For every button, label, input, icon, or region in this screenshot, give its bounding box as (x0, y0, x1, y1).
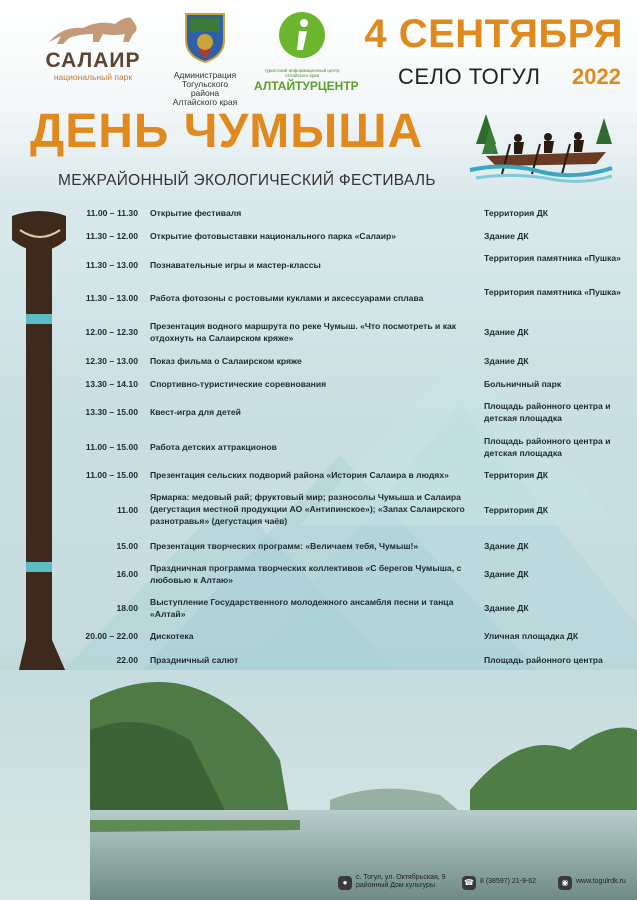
web-icon: ◉ (558, 876, 572, 890)
event-village: СЕЛО ТОГУЛ (398, 64, 541, 89)
row-event: Спортивно-туристические соревнования (150, 379, 327, 389)
row-time: 13.30 – 15.00 (85, 407, 138, 417)
row-event: Презентация творческих программ: «Величаем тебя, Чумыш!» (150, 541, 419, 551)
row-time: 12.00 – 12.30 (85, 327, 138, 337)
row-place: Площадь районного центра (484, 655, 603, 665)
row-time: 18.00 (116, 603, 138, 613)
row-event: Праздничная программа творческих коллективов «С берегов Чумыша, с любовью к Алтаю» (150, 563, 462, 585)
row-place: Территория ДК (484, 470, 549, 480)
row-time: 11.00 – 15.00 (85, 470, 138, 480)
row-event: Квест-игра для детей (150, 407, 241, 417)
row-place: Территория памятника «Пушка» (484, 287, 621, 297)
administration-logo (168, 10, 242, 107)
footer-site[interactable]: www.togulrdk.ru (576, 878, 626, 885)
row-place: Здание ДК (484, 231, 529, 241)
salair-lynx-icon (43, 12, 143, 48)
row-event: Презентация водного маршрута по реке Чумыш. «Что посмотреть и как отдохнуть на Салаирском кряже» (150, 321, 457, 343)
tour-center-caption: туристский информационный центр Алтайского края (264, 68, 340, 78)
festival-title: ДЕНЬ ЧУМЫША (30, 105, 424, 158)
phone-icon: ☎ (462, 876, 476, 890)
row-event: Открытие фестиваля (150, 208, 242, 218)
row-place: Площадь районного центра и детская площадка (484, 401, 611, 423)
header (0, 0, 637, 195)
admin-line-3: Алтайского края (172, 97, 238, 107)
row-event: Работа детских аттракционов (150, 442, 277, 452)
row-event: Работа фотозоны с ростовыми куклами и аксессуарами сплава (150, 293, 424, 303)
row-place: Больничный парк (484, 379, 562, 389)
salair-title: САЛАИР (45, 49, 141, 72)
event-date: 4 СЕНТЯБРЯ (364, 12, 623, 56)
row-time: 22.00 (116, 655, 138, 665)
row-time: 13.30 – 14.10 (85, 379, 138, 389)
coat-of-arms-icon (182, 10, 228, 64)
row-place: Уличная площадка ДК (484, 631, 579, 641)
event-year: 2022 (572, 64, 621, 89)
row-time: 20.00 – 22.00 (85, 631, 138, 641)
river-landscape (0, 670, 637, 900)
row-time: 12.30 – 13.00 (85, 356, 138, 366)
row-event: Открытие фотовыставки национального парка «Салаир» (150, 231, 397, 241)
row-event: Дискотека (150, 631, 194, 641)
row-event: Показ фильма о Салаирском кряже (150, 356, 302, 366)
row-time: 11.00 – 11.30 (86, 208, 138, 218)
row-event: Познавательные игры и мастер-классы (150, 260, 321, 270)
row-time: 11.30 – 13.00 (85, 260, 138, 270)
row-place: Здание ДК (484, 541, 529, 551)
row-place: Здание ДК (484, 603, 529, 613)
row-event: Ярмарка: медовый рай; фруктовый мир; разносолы Чумыша и Салаира (дегустация местной продукции АО «Антипинское»); «Запах Салаирского разнотравья» (дегустация чаёв) (150, 492, 465, 526)
row-time: 16.00 (116, 569, 138, 579)
row-time: 11.30 – 12.00 (85, 231, 138, 241)
festival-subtitle: МЕЖРАЙОННЫЙ ЭКОЛОГИЧЕСКИЙ ФЕСТИВАЛЬ (58, 172, 436, 189)
administration-text (168, 71, 242, 107)
row-event: Праздничный салют (150, 655, 239, 665)
row-place: Территория ДК (484, 505, 549, 515)
admin-line-2: Тогульского района (181, 79, 229, 98)
row-place: Территория ДК (484, 208, 549, 218)
row-place: Площадь районного центра и детская площадка (484, 436, 611, 458)
tour-center-name: АЛТАЙТУРЦЕНТР (254, 79, 359, 93)
rafting-boat-icon (466, 104, 616, 184)
row-time: 11.00 – 15.00 (85, 442, 138, 452)
row-time: 11.30 – 13.00 (85, 293, 138, 303)
footer-contacts (0, 868, 637, 900)
salair-subtitle: национальный парк (53, 72, 133, 82)
location-icon: ● (338, 876, 352, 890)
row-time: 11.00 (116, 505, 138, 515)
salair-logo (38, 12, 148, 92)
row-time: 15.00 (116, 541, 138, 551)
row-place: Здание ДК (484, 327, 529, 337)
info-icon (277, 10, 327, 60)
row-place: Территория памятника «Пушка» (484, 253, 621, 263)
row-place: Здание ДК (484, 356, 529, 366)
row-event: Презентация сельских подворий района «История Салаира в людях» (150, 470, 449, 480)
footer-address: с. Тогул, ул. Октябрьская, 9 районный Дом культуры (356, 874, 446, 889)
admin-line-1: Администрация (173, 70, 237, 80)
row-event: Выступление Государственного молодежного ансамбля песни и танца «Алтай» (150, 597, 454, 619)
row-place: Здание ДК (484, 569, 529, 579)
altayturcentr-logo (254, 10, 359, 93)
footer-phone: 8 (38597) 21-9-62 (480, 878, 537, 885)
